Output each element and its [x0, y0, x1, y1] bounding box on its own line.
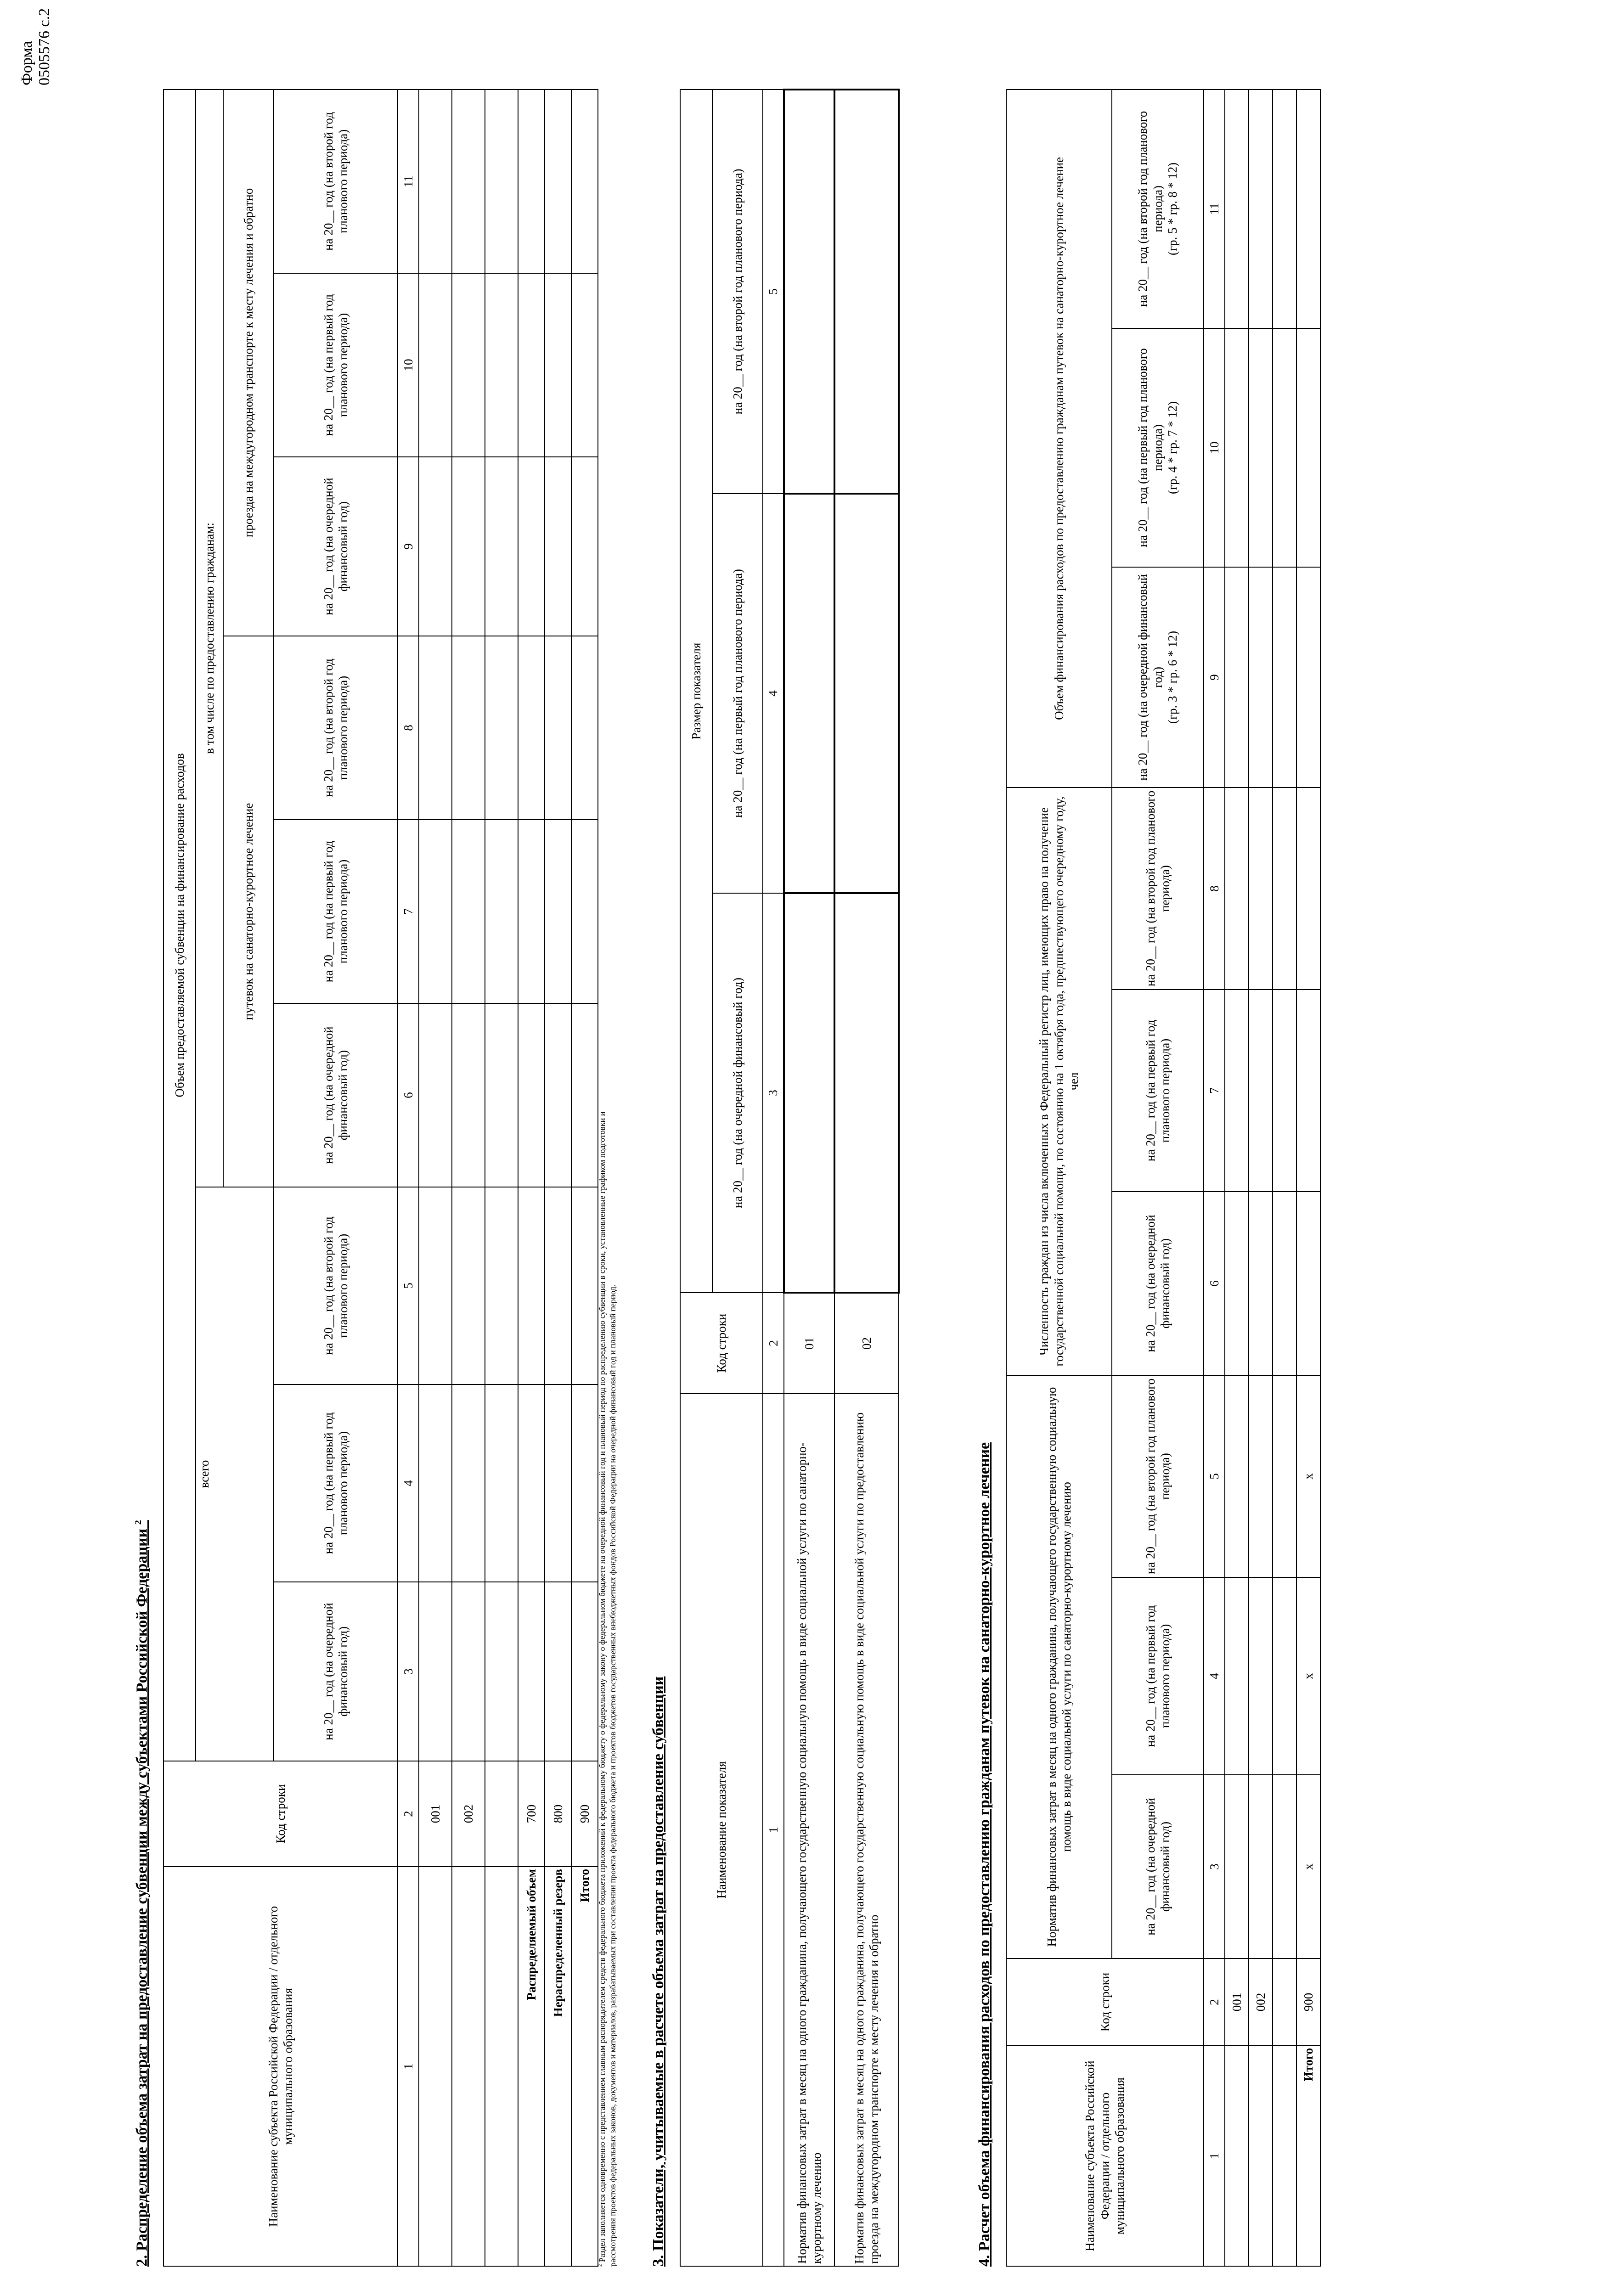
data-cell[interactable]: [1249, 788, 1273, 990]
data-cell[interactable]: [485, 273, 518, 457]
data-cell[interactable]: [1249, 328, 1273, 567]
s4-colnum: 5: [1204, 1375, 1225, 1577]
data-cell[interactable]: [419, 1582, 452, 1761]
s4-colnum: 10: [1204, 328, 1225, 567]
s4-header-norm: Норматив финансовых затрат в месяц на одного гражданина, получающего государственную социальную помощь в виде социальной услуги по санаторно-курортному лечению: [1006, 1375, 1112, 1958]
s2-row-reserve: Нераспределенный резерв: [545, 1867, 571, 2266]
s4-row-code: 900: [1296, 1958, 1320, 2046]
section-4-table: [1006, 89, 1321, 2267]
data-cell[interactable]: [571, 1003, 598, 1187]
s4-row-name[interactable]: [1225, 2046, 1249, 2266]
s2-header-incl: в том числе по предоставлению гражданам:: [196, 90, 223, 1187]
s2-header-name: Наименование субъекта Российской Федерации / отдельного муниципального образования: [163, 1867, 398, 2266]
data-cell[interactable]: [571, 457, 598, 636]
data-cell[interactable]: [1273, 1192, 1296, 1375]
table-row: [834, 90, 899, 2266]
s4-formula-9: (гр. 3 * гр. 6 * 12): [1166, 630, 1180, 724]
s4-header-volume: Объем финансирования расходов по предоставлению гражданам путевок на санаторно-курортное лечение: [1006, 90, 1112, 788]
s3-year-first: на 20__ год (на первый год планового периода): [712, 494, 763, 893]
data-cell[interactable]: [485, 636, 518, 820]
data-cell[interactable]: [1225, 1577, 1249, 1775]
section-2-table: [163, 89, 598, 2267]
s2-year-first: на 20__ год (на первый год планового периода): [274, 820, 398, 1003]
s3-colnum: 5: [763, 90, 784, 494]
data-cell[interactable]: [1273, 788, 1296, 990]
s2-row-code: 700: [518, 1761, 545, 1867]
data-cell[interactable]: [1225, 1375, 1249, 1577]
s2-header-travel: проезда на междугородном транспорте к месту лечения и обратно: [223, 90, 274, 636]
s4-volume-second: [1112, 90, 1204, 328]
s2-year-second: на 20__ год (на второй год планового периода): [274, 90, 398, 273]
data-cell[interactable]: [1225, 90, 1249, 328]
data-cell[interactable]: [1273, 567, 1296, 788]
s2-row-code: 001: [419, 1761, 452, 1867]
s4-row-name[interactable]: [1273, 2046, 1296, 2266]
s4-formula-11: (гр. 5 * гр. 8 * 12): [1166, 162, 1180, 256]
data-cell[interactable]: [545, 90, 571, 273]
data-cell[interactable]: [485, 1384, 518, 1582]
s2-year-first: на 20__ год (на первый год планового периода): [274, 1384, 398, 1582]
data-cell[interactable]: [485, 457, 518, 636]
s2-colnum: 9: [398, 457, 419, 636]
table-row: [485, 90, 518, 2266]
s4-colnum: 2: [1204, 1958, 1225, 2046]
data-cell[interactable]: [1273, 1375, 1296, 1577]
x-mark: x: [1296, 1775, 1320, 1958]
s4-colnum: 7: [1204, 990, 1225, 1192]
s2-year-cur: на 20__ год (на очередной финансовый год): [274, 1003, 398, 1187]
data-cell[interactable]: [1296, 990, 1320, 1192]
data-cell[interactable]: [419, 457, 452, 636]
data-cell[interactable]: [419, 820, 452, 1003]
data-cell[interactable]: [452, 1384, 485, 1582]
s2-colnum: 8: [398, 636, 419, 820]
s3-colnum: 4: [763, 494, 784, 893]
data-cell[interactable]: [452, 90, 485, 273]
s4-year-second: на 20__ год (на второй год планового периода): [1136, 111, 1165, 307]
s2-year-cur: на 20__ год (на очередной финансовый год): [274, 457, 398, 636]
footnote-mark: 2: [133, 1520, 143, 1525]
data-cell[interactable]: [1225, 1192, 1249, 1375]
data-cell[interactable]: [419, 636, 452, 820]
data-cell[interactable]: [518, 1003, 545, 1187]
data-cell[interactable]: [1249, 1775, 1273, 1958]
s4-row-total: Итого: [1296, 2046, 1320, 2266]
data-cell[interactable]: [545, 636, 571, 820]
s2-colnum: 4: [398, 1384, 419, 1582]
data-cell[interactable]: [784, 494, 834, 893]
data-cell[interactable]: [1296, 328, 1320, 567]
data-cell[interactable]: [834, 494, 899, 893]
section-3-title: 3. Показатели, учитываемые в расчете объема затрат на предоставление субвенции: [650, 1676, 667, 2267]
s3-colnum: 2: [763, 1293, 784, 1394]
data-cell[interactable]: [1273, 1577, 1296, 1775]
s2-colnum: 3: [398, 1582, 419, 1761]
s3-row-code: 02: [834, 1293, 899, 1394]
data-cell[interactable]: [834, 893, 899, 1293]
footnote-line-2: рассмотрения проектов федеральных законов, документов и материалов, разрабатываемых при составлении проекта федерального бюджета и проектов бюджетов государственных внебюджетных фондов Российской Федерации на очередной финансовый год и плановый период.: [608, 1284, 618, 2267]
data-cell[interactable]: [452, 457, 485, 636]
data-cell[interactable]: [518, 273, 545, 457]
data-cell[interactable]: [1225, 328, 1249, 567]
data-cell[interactable]: [571, 1384, 598, 1582]
s2-colnum: 11: [398, 90, 419, 273]
s4-year-cur: на 20__ год (на очередной финансовый год): [1112, 1192, 1204, 1375]
s2-row-code: 002: [452, 1761, 485, 1867]
s3-year-second: на 20__ год (на второй год планового периода): [712, 90, 763, 494]
s3-row-name: Норматив финансовых затрат в месяц на одного гражданина, получающего государственную социальную помощь в виде социальной услуги по санаторно-курортному лечению: [784, 1394, 834, 2266]
table-row: [1273, 90, 1296, 2266]
footnote-mark: 2: [597, 2264, 603, 2267]
data-cell[interactable]: [518, 90, 545, 273]
data-cell[interactable]: [784, 893, 834, 1293]
s3-header-name: Наименование показателя: [680, 1394, 763, 2266]
s2-header-sanatorium: путевок на санаторно-курортное лечение: [223, 636, 274, 1187]
s2-header-volume: Объем предоставляемой субвенции на финансирование расходов: [163, 90, 196, 1761]
data-cell[interactable]: [1273, 328, 1296, 567]
s2-year-first: на 20__ год (на первый год планового периода): [274, 273, 398, 457]
s2-row-name[interactable]: [452, 1867, 485, 2266]
s4-header-count: Численность граждан из числа включенных в Федеральный регистр лиц, имеющих право на получение государственной социальной помощи, по состоянию на 1 октября года, предшествующего очередному году, чел: [1006, 788, 1112, 1375]
data-cell[interactable]: [1296, 567, 1320, 788]
s4-row-code: [1273, 1958, 1296, 2046]
s4-colnum: 4: [1204, 1577, 1225, 1775]
data-cell[interactable]: [452, 1187, 485, 1384]
data-cell[interactable]: [419, 90, 452, 273]
section-3-table: [680, 89, 900, 2267]
data-cell[interactable]: [784, 90, 834, 494]
data-cell[interactable]: [1249, 1192, 1273, 1375]
section-4-title: 4. Расчет объема финансирования расходов по предоставлению гражданам путевок на санаторно-курортное лечение: [976, 1442, 993, 2267]
data-cell[interactable]: [485, 820, 518, 1003]
data-cell[interactable]: [545, 457, 571, 636]
data-cell[interactable]: [571, 273, 598, 457]
footnote: [597, 90, 619, 2267]
s3-colnum: 3: [763, 893, 784, 1293]
s4-year-first: на 20__ год (на первый год планового периода): [1136, 348, 1165, 547]
data-cell[interactable]: [452, 1003, 485, 1187]
data-cell[interactable]: [1249, 990, 1273, 1192]
data-cell[interactable]: [419, 1187, 452, 1384]
data-cell[interactable]: [1273, 990, 1296, 1192]
s2-colnum: 6: [398, 1003, 419, 1187]
data-cell[interactable]: [518, 636, 545, 820]
s4-volume-first: [1112, 328, 1204, 567]
data-cell[interactable]: [1296, 788, 1320, 990]
table-row: [784, 90, 834, 2266]
data-cell[interactable]: [1225, 788, 1249, 990]
s3-row-name: Норматив финансовых затрат в месяц на одного гражданина, получающего государственную социальную помощь в виде социальной услуги по предоставлению проезда на междугородном транспорте к месту лечения и обратно: [834, 1394, 899, 2266]
data-cell[interactable]: [485, 1003, 518, 1187]
data-cell[interactable]: [571, 90, 598, 273]
data-cell[interactable]: [1249, 567, 1273, 788]
s4-row-code: 002: [1249, 1958, 1273, 2046]
data-cell[interactable]: [419, 273, 452, 457]
s2-colnum: 10: [398, 273, 419, 457]
s2-colnum: 5: [398, 1187, 419, 1384]
s3-colnum: 1: [763, 1394, 784, 2266]
data-cell[interactable]: [545, 820, 571, 1003]
s2-row-code: 900: [571, 1761, 598, 1867]
s4-formula-10: (гр. 4 * гр. 7 * 12): [1166, 401, 1180, 495]
data-cell[interactable]: [545, 1003, 571, 1187]
data-cell[interactable]: [419, 1384, 452, 1582]
data-cell[interactable]: [571, 636, 598, 820]
data-cell[interactable]: [518, 1187, 545, 1384]
data-cell[interactable]: [518, 1384, 545, 1582]
s4-colnum: 11: [1204, 90, 1225, 328]
data-cell[interactable]: [419, 1003, 452, 1187]
data-cell[interactable]: [1249, 1577, 1273, 1775]
data-cell[interactable]: [1273, 90, 1296, 328]
s4-colnum: 3: [1204, 1775, 1225, 1958]
s2-row-distributed: Распределяемый объем: [518, 1867, 545, 2266]
data-cell[interactable]: [1249, 90, 1273, 328]
data-cell[interactable]: [1249, 1375, 1273, 1577]
table-row: [452, 90, 485, 2266]
data-cell[interactable]: [452, 1582, 485, 1761]
form-number: Форма 0505576 с.2: [18, 8, 53, 85]
data-cell[interactable]: [571, 1187, 598, 1384]
table-row: [419, 90, 452, 2266]
s4-colnum: 6: [1204, 1192, 1225, 1375]
s2-row-code: [485, 1761, 518, 1867]
data-cell[interactable]: [1225, 1775, 1249, 1958]
table-row: [1225, 90, 1249, 2266]
s4-header-code: Код строки: [1006, 1958, 1204, 2046]
data-cell[interactable]: [518, 1582, 545, 1761]
data-cell[interactable]: [452, 820, 485, 1003]
data-cell[interactable]: [485, 1187, 518, 1384]
s4-colnum: 8: [1204, 788, 1225, 990]
data-cell[interactable]: [571, 820, 598, 1003]
s3-year-cur: на 20__ год (на очередной финансовый год): [712, 893, 763, 1293]
s2-colnum: 2: [398, 1761, 419, 1867]
data-cell[interactable]: [518, 457, 545, 636]
s2-header-code: Код строки: [163, 1761, 398, 1867]
data-cell[interactable]: [545, 1187, 571, 1384]
data-cell[interactable]: [1273, 1775, 1296, 1958]
s4-year-first: на 20__ год (на первый год планового периода): [1112, 1577, 1204, 1775]
s4-year-second: на 20__ год (на второй год планового периода): [1112, 1375, 1204, 1577]
data-cell[interactable]: [1296, 1192, 1320, 1375]
s4-row-code: 001: [1225, 1958, 1249, 2046]
section-2-title-text: 2. Распределение объема затрат на предоставление субвенции между субъектами Российской Федерации: [133, 1528, 151, 2267]
s4-volume-cur: [1112, 567, 1204, 788]
s2-row-code: 800: [545, 1761, 571, 1867]
s4-colnum: 9: [1204, 567, 1225, 788]
data-cell[interactable]: [834, 90, 899, 494]
s3-row-code: 01: [784, 1293, 834, 1394]
data-cell[interactable]: [545, 273, 571, 457]
s2-header-total: всего: [196, 1187, 274, 1761]
s2-row-name[interactable]: [419, 1867, 452, 2266]
data-cell[interactable]: [1225, 567, 1249, 788]
data-cell[interactable]: [545, 1384, 571, 1582]
x-mark: x: [1296, 1375, 1320, 1577]
data-cell[interactable]: [485, 90, 518, 273]
s4-year-first: на 20__ год (на первый год планового периода): [1112, 990, 1204, 1192]
data-cell[interactable]: [545, 1582, 571, 1761]
s2-row-name[interactable]: [485, 1867, 518, 2266]
data-cell[interactable]: [452, 273, 485, 457]
footnote-line-1: Раздел заполняется одновременно с представлением главным распорядителем средств федерального бюджета приложений к федеральному бюджету о федеральному закону о федеральном бюджете на очередной финансовый год и плановый период по распределению субвенции в сроки, установленные графиком подготовки и: [597, 1111, 607, 2262]
s2-year-second: на 20__ год (на второй год планового периода): [274, 1187, 398, 1384]
section-2-title: [133, 1520, 151, 2267]
s4-colnum: 1: [1204, 2046, 1225, 2266]
s3-header-code: Код строки: [680, 1293, 763, 1394]
s4-year-cur: на 20__ год (на очередной финансовый год): [1112, 1775, 1204, 1958]
s4-row-name[interactable]: [1249, 2046, 1273, 2266]
data-cell[interactable]: [485, 1582, 518, 1761]
table-row: [545, 90, 571, 2266]
data-cell[interactable]: [571, 1582, 598, 1761]
s4-year-second: на 20__ год (на второй год планового периода): [1112, 788, 1204, 990]
s2-year-cur: на 20__ год (на очередной финансовый год): [274, 1582, 398, 1761]
table-row: [518, 90, 545, 2266]
s4-header-name: Наименование субъекта Российской Федерации / отдельного муниципального образования: [1006, 2046, 1204, 2266]
x-mark: x: [1296, 1577, 1320, 1775]
s3-header-size: Размер показателя: [680, 90, 712, 1293]
s2-row-total: Итого: [571, 1867, 598, 2266]
data-cell[interactable]: [1225, 990, 1249, 1192]
s2-colnum: 7: [398, 820, 419, 1003]
data-cell[interactable]: [452, 636, 485, 820]
s4-year-cur: на 20__ год (на очередной финансовый год): [1136, 574, 1165, 781]
table-row: [571, 90, 598, 2266]
s2-colnum: 1: [398, 1867, 419, 2266]
data-cell[interactable]: [1296, 90, 1320, 328]
s2-year-second: на 20__ год (на второй год планового периода): [274, 636, 398, 820]
table-row: [1249, 90, 1273, 2266]
table-row: [1296, 90, 1320, 2266]
data-cell[interactable]: [518, 820, 545, 1003]
